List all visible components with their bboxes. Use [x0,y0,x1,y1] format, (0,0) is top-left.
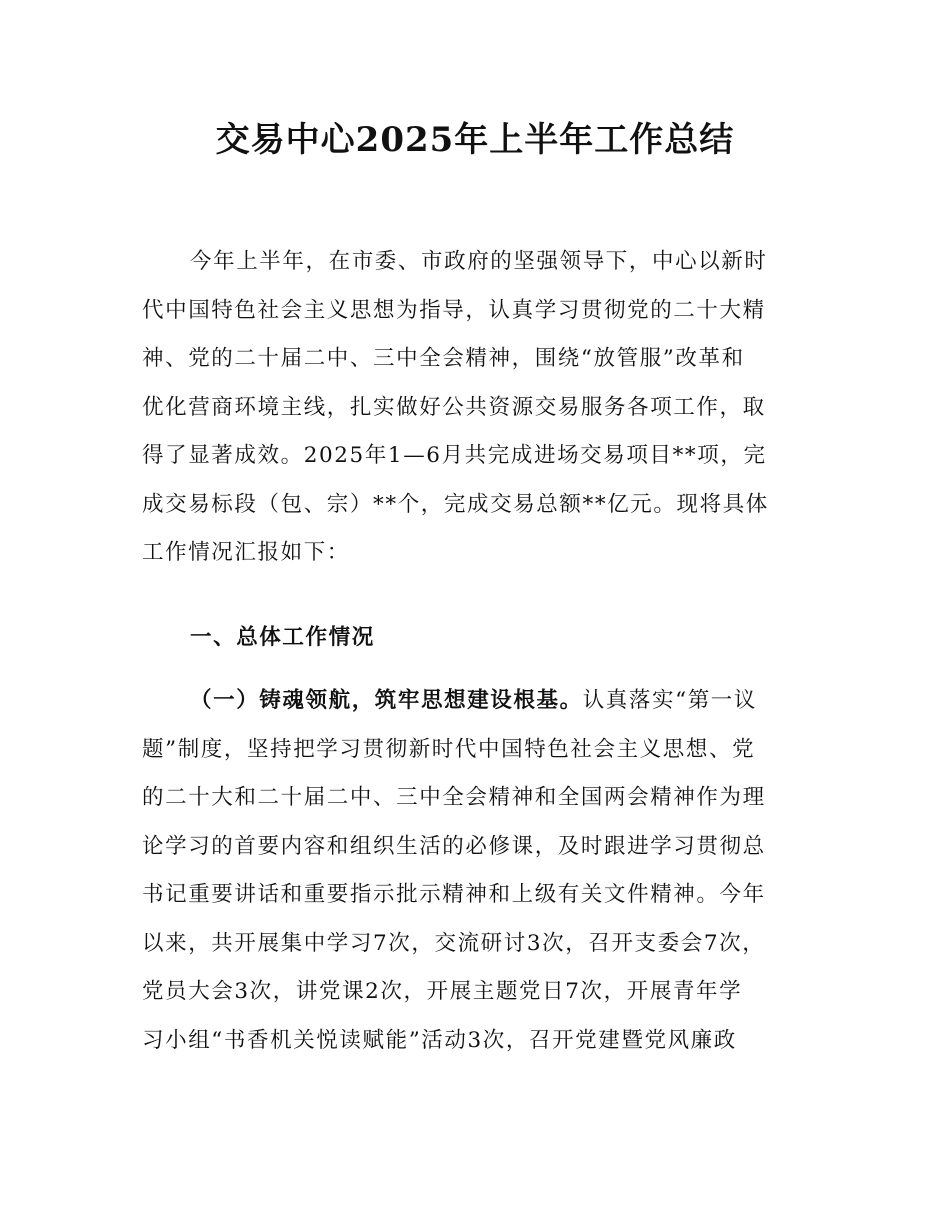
paragraph-line: 党员大会3次，讲党课2次，开展主题党日7次，开展青年学 [142,979,743,1004]
paragraph-line: 神、党的二十届二中、三中全会精神，围绕“放管服”改革和 [142,346,745,371]
paragraph-first-line [142,677,808,726]
paragraph-line: 成交易标段（包、宗）**个，完成交易总额**亿元。现将具体 [142,491,769,517]
section-heading: 一、总体工作情况 [190,625,375,650]
paragraph-line: 代中国特色社会主义思想为指导，认真学习贯彻党的二十大精 [142,297,766,323]
intro-paragraph [142,238,808,578]
paragraph-line: 习小组“书香机关悦读赋能”活动3次，召开党建暨党风廉政 [142,1027,737,1053]
paragraph-line: 得了显著成效。2025年1—6月共完成进场交易项目**项，完 [142,443,767,468]
paragraph-line: 论学习的首要内容和组织生活的必修课，及时跟进学习贯彻总 [142,833,766,859]
paragraph-line: 工作情况汇报如下： [142,540,350,565]
paragraph-line: 优化营商环境主线，扎实做好公共资源交易服务各项工作，取 [142,394,766,420]
document-title: 交易中心2025年上半年工作总结 [215,120,735,160]
paragraph-line: 题”制度，坚持把学习贯彻新时代中国特色社会主义思想、党 [142,736,756,762]
paragraph-text: 认真落实“第一议 [582,688,757,713]
paragraph-line: 今年上半年，在市委、市政府的坚强领导下，中心以新时 [190,249,768,274]
paragraph-line: 的二十大和二十届二中、三中全会精神和全国两会精神作为理 [142,785,766,810]
paragraph-line: 书记重要讲话和重要指示批示精神和上级有关文件精神。今年 [142,882,766,907]
subsection-paragraph [142,677,808,1065]
paragraph-line: 以来，共开展集中学习7次，交流研讨3次，召开支委会7次， [142,930,766,956]
subsection-heading: （一）铸魂领航，筑牢思想建设根基。 [190,688,583,713]
